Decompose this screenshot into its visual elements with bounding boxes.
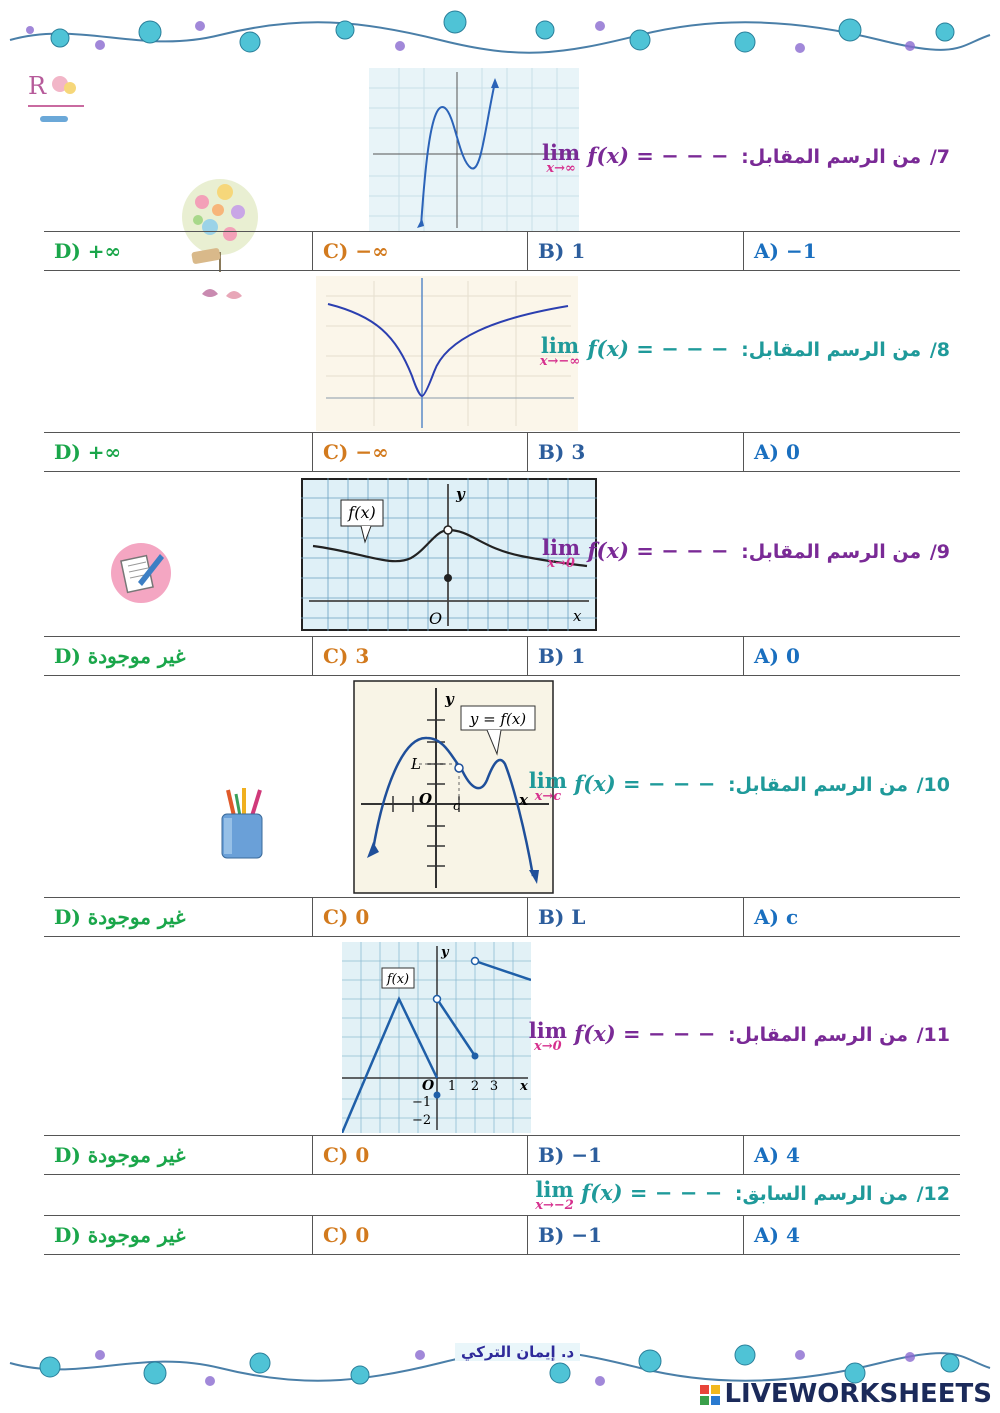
- option-c[interactable]: C) 3: [313, 637, 528, 675]
- lim-subscript: x→−∞: [539, 354, 581, 369]
- option-d[interactable]: D) +∞: [44, 433, 313, 471]
- options-row-9: [44, 636, 960, 676]
- question-text: من الرسم المقابل:: [727, 774, 908, 796]
- question-7: [542, 140, 950, 175]
- question-text: من الرسم المقابل:: [741, 541, 922, 563]
- options-row-12: [44, 1215, 960, 1255]
- graph11-tick-neg1: −1: [412, 1095, 432, 1110]
- graph11-x-label: x: [520, 1079, 528, 1094]
- question-number: 9/: [929, 541, 950, 563]
- lim-subscript: x→−2: [535, 1198, 574, 1213]
- question-text: من الرسم المقابل:: [741, 339, 922, 361]
- question-8: [540, 333, 950, 368]
- question-text: من الرسم السابق:: [734, 1183, 908, 1205]
- lim-subscript: x→∞: [546, 161, 576, 176]
- question-number: 10/: [916, 774, 950, 796]
- graph11-tick-3: 3: [489, 1079, 499, 1094]
- lim-word: lim: [541, 140, 581, 165]
- lim-subscript: x→c: [534, 789, 562, 804]
- option-b[interactable]: B) 3: [528, 433, 744, 471]
- option-d[interactable]: D) غير موجودة: [44, 637, 313, 675]
- graph11-tick-2: 2: [470, 1079, 480, 1094]
- option-a[interactable]: A) 4: [754, 1223, 800, 1247]
- limit-expression: [542, 535, 729, 570]
- limit-expression: [529, 1018, 716, 1053]
- option-c[interactable]: C) −∞: [313, 433, 528, 471]
- question-12: [535, 1177, 950, 1212]
- limit-expression: [535, 1177, 722, 1212]
- option-b[interactable]: B) −1: [528, 1216, 744, 1254]
- lim-tail: f(x) = − − −: [574, 771, 716, 796]
- options-row-11: [44, 1135, 960, 1175]
- lim-tail: f(x) = − − −: [581, 1180, 723, 1205]
- question-9: [542, 535, 950, 570]
- graph9-x-label: x: [573, 607, 582, 625]
- notepad-icon: [108, 540, 174, 606]
- option-d[interactable]: D) +∞: [44, 232, 313, 270]
- question-number: 8/: [929, 339, 950, 361]
- graph-q11: [342, 942, 531, 1133]
- graph-q8: [316, 276, 581, 431]
- graph10-x-label: x: [519, 791, 528, 809]
- graph9-fx-label: f(x): [348, 503, 376, 522]
- limit-expression: [529, 768, 716, 803]
- lim-tail: f(x) = − − −: [587, 336, 729, 361]
- graph10-origin-label: O: [419, 790, 433, 808]
- option-c[interactable]: C) 0: [313, 898, 528, 936]
- lim-subscript: x→0: [547, 556, 575, 571]
- graph11-tick-neg2: −2: [412, 1113, 432, 1128]
- lim-word: lim: [541, 535, 581, 560]
- graph10-L-label: L: [411, 755, 421, 773]
- graph9-origin-label: O: [429, 609, 443, 628]
- lim-word: lim: [528, 768, 567, 793]
- lim-tail: f(x) = − − −: [587, 143, 729, 168]
- lim-tail: f(x) = − − −: [574, 1021, 716, 1046]
- question-number: 12/: [916, 1183, 950, 1205]
- options-row-10: [44, 897, 960, 937]
- lim-tail: f(x) = − − −: [587, 538, 729, 563]
- options-row-7: [44, 231, 960, 271]
- option-a[interactable]: A) 0: [754, 644, 800, 668]
- author-signature: د. إيمان التركي: [455, 1343, 580, 1361]
- options-row-8: [44, 432, 960, 472]
- option-d[interactable]: D) غير موجودة: [44, 898, 313, 936]
- option-c[interactable]: C) 0: [313, 1136, 528, 1174]
- option-d[interactable]: D) غير موجودة: [44, 1136, 313, 1174]
- graph11-y-label: y: [441, 945, 449, 960]
- graph10-c-label: c: [453, 799, 461, 814]
- liveworksheets-watermark[interactable]: [700, 1379, 992, 1409]
- option-c[interactable]: C) 0: [313, 1216, 528, 1254]
- watermark-text: LIVEWORKSHEETS: [724, 1379, 992, 1409]
- limit-expression: [542, 140, 729, 175]
- graph11-fx-label: f(x): [386, 972, 410, 987]
- graph10-y-label: y: [445, 690, 454, 708]
- graph10-curve-label: y = f(x): [469, 710, 527, 728]
- question-text: من الرسم المقابل:: [741, 146, 922, 168]
- question-number: 11/: [916, 1024, 950, 1046]
- question-text: من الرسم المقابل:: [727, 1024, 908, 1046]
- lim-word: lim: [535, 1177, 574, 1202]
- floral-border-top: [0, 0, 1000, 70]
- svg-text:R: R: [28, 72, 47, 100]
- option-a[interactable]: A) c: [754, 905, 799, 929]
- option-a[interactable]: A) −1: [754, 239, 817, 263]
- lim-word: lim: [528, 1018, 567, 1043]
- lim-subscript: x→0: [533, 1039, 562, 1054]
- lim-word: lim: [540, 333, 580, 358]
- liveworksheets-logo-icon: [700, 1385, 720, 1405]
- graph11-origin-label: O: [422, 1078, 435, 1094]
- option-b[interactable]: B) 1: [528, 637, 744, 675]
- option-c[interactable]: C) −∞: [313, 232, 528, 270]
- option-b[interactable]: B) L: [528, 898, 744, 936]
- option-a[interactable]: A) 4: [754, 1143, 800, 1167]
- question-10: [529, 768, 950, 803]
- option-d[interactable]: D) غير موجودة: [44, 1216, 313, 1254]
- question-number: 7/: [929, 146, 950, 168]
- graph9-y-label: y: [456, 485, 465, 503]
- logo-icon: [22, 70, 90, 130]
- option-b[interactable]: B) 1: [528, 232, 744, 270]
- option-a[interactable]: A) 0: [754, 440, 800, 464]
- question-11: [529, 1018, 950, 1053]
- graph11-tick-1: 1: [447, 1079, 457, 1094]
- pencil-cup-icon: [214, 786, 274, 864]
- graph-q10: [353, 680, 554, 894]
- limit-expression: [540, 333, 729, 368]
- option-b[interactable]: B) −1: [528, 1136, 744, 1174]
